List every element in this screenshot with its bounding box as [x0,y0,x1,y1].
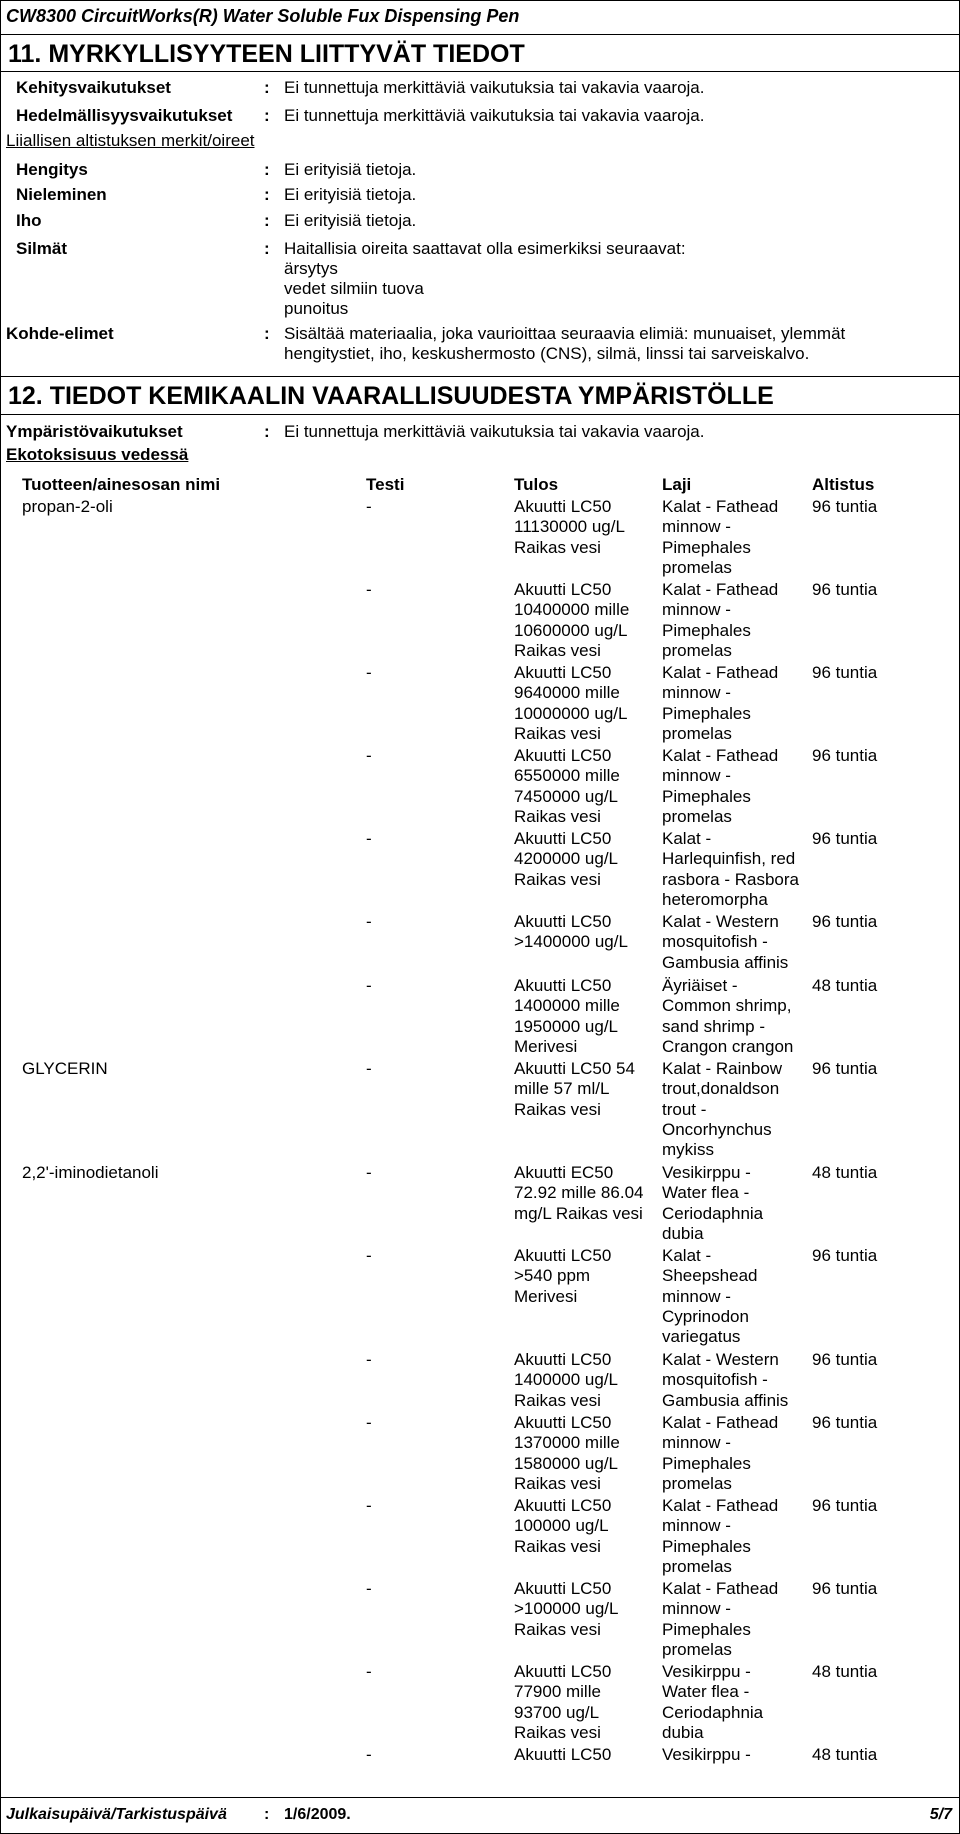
test-value: - [366,746,372,765]
result-value: Akuutti LC50 6550000 mille 7450000 ug/L Raikas vesi [514,746,620,826]
species-value: Kalat - Fathead minnow - Pimephales promelas [662,497,779,577]
inhalation-label: Hengitys [16,160,88,179]
col-header-result: Tulos [514,475,559,494]
page-number: 5/7 [929,1806,952,1823]
species-value: Vesikirppu - Water flea - Ceriodaphnia dubia [662,1163,764,1243]
exposure-value: 96 tuntia [812,829,878,848]
species-value: Kalat - Fathead minnow - Pimephales promelas [662,580,779,660]
result-value: Akuutti LC50 >100000 ug/L Raikas vesi [514,1579,619,1639]
test-value: - [366,580,372,599]
exposure-value: 96 tuntia [812,1496,878,1515]
section-12-heading: 12. TIEDOT KEMIKAALIN VAARALLISUUDESTA YMPÄRISTÖLLE [8,382,774,410]
exposure-value: 96 tuntia [812,1246,878,1265]
col-header-test: Testi [366,475,405,494]
result-value: Akuutti LC50 1400000 ug/L Raikas vesi [514,1350,618,1410]
exposure-value: 48 tuntia [812,976,878,995]
test-value: - [366,1413,372,1432]
result-value: Akuutti LC50 >540 ppm Merivesi [514,1246,612,1306]
env-effects-value: : Ei tunnettuja merkittäviä vaikutuksia tai vakavia vaaroja. [264,422,705,441]
species-value: Kalat - Fathead minnow - Pimephales promelas [662,1413,779,1493]
result-value: Akuutti LC50 4200000 ug/L Raikas vesi [514,829,618,889]
eyes-label: Silmät [16,239,68,258]
fertility-effects-label: Hedelmällisyysvaikutukset [16,106,233,125]
exposure-value: 48 tuntia [812,1662,878,1681]
target-organs-value [284,324,845,364]
col-header-species: Laji [662,475,692,494]
species-value: Kalat - Sheepshead minnow - Cyprinodon variegatus [662,1246,758,1347]
env-effects-label: Ympäristövaikutukset [6,422,183,441]
eyes-colon: : [264,239,270,258]
test-value: - [366,1662,372,1681]
exposure-value: 48 tuntia [812,1163,878,1182]
species-value: Kalat - Rainbow trout,donaldson trout - Oncorhynchus mykiss [662,1059,783,1160]
result-value: Akuutti LC50 10400000 mille 10600000 ug/L Raikas vesi [514,580,630,660]
result-value: Akuutti LC50 11130000 ug/L Raikas vesi [514,497,625,557]
divider [0,376,960,377]
species-value: Kalat - Fathead minnow - Pimephales promelas [662,1579,779,1659]
skin-label: Iho [16,211,42,230]
fertility-effects-value: : Ei tunnettuja merkittäviä vaikutuksia tai vakavia vaaroja. [264,106,705,125]
exposure-value: 48 tuntia [812,1745,878,1764]
test-value: - [366,912,372,931]
species-value: Kalat - Fathead minnow - Pimephales promelas [662,1496,779,1576]
exposure-value: 96 tuntia [812,1059,878,1078]
skin-value: : Ei erityisiä tietoja. [264,211,417,230]
aquatic-ecotoxicity-subheading: Ekotoksisuus vedessä [6,445,189,464]
footer-date-label: Julkaisupäivä/Tarkistuspäivä [6,1806,227,1823]
target-organs-line: hengitystiet, iho, keskushermosto (CNS), silmä, linssi tai sarveiskalvo. [284,344,810,363]
substance-name: 2,2'-iminodietanoli [22,1163,159,1182]
species-value: Vesikirppu - [662,1745,751,1764]
eyes-line: Haitallisia oireita saattavat olla esimerkiksi seuraavat: [284,239,686,258]
target-organs-colon: : [264,324,270,343]
result-value: Akuutti LC50 1400000 mille 1950000 ug/L Merivesi [514,976,620,1056]
test-value: - [366,1059,372,1078]
inhalation-value: : Ei erityisiä tietoja. [264,160,417,179]
test-value: - [366,1745,372,1764]
exposure-value: 96 tuntia [812,1413,878,1432]
species-value: Kalat - Harlequinfish, red rasbora - Rasbora heteromorpha [662,829,800,909]
divider [0,414,960,415]
test-value: - [366,1163,372,1182]
test-value: - [366,663,372,682]
species-value: Kalat - Fathead minnow - Pimephales promelas [662,663,779,743]
section-11-heading: 11. MYRKYLLISYYTEEN LIITTYVÄT TIEDOT [8,40,525,68]
exposure-value: 96 tuntia [812,1350,878,1369]
species-value: Kalat - Western mosquitofish - Gambusia affinis [662,912,789,972]
divider [0,34,960,35]
species-value: Kalat - Western mosquitofish - Gambusia affinis [662,1350,789,1410]
footer-date-value: : 1/6/2009. [264,1806,351,1823]
result-value: Akuutti EC50 72.92 mille 86.04 mg/L Raikas vesi [514,1163,644,1223]
result-value: Akuutti LC50 [514,1745,612,1764]
eyes-symptoms [284,239,686,319]
species-value: Vesikirppu - Water flea - Ceriodaphnia dubia [662,1662,764,1742]
target-organs-line: Sisältää materiaalia, joka vaurioittaa seuraavia elimiä: munuaiset, ylemmät [284,324,846,343]
eyes-line: ärsytys [284,259,338,278]
result-value: Akuutti LC50 100000 ug/L Raikas vesi [514,1496,612,1556]
result-value: Akuutti LC50 9640000 mille 10000000 ug/L Raikas vesi [514,663,628,743]
result-value: Akuutti LC50 77900 mille 93700 ug/L Raikas vesi [514,1662,612,1742]
test-value: - [366,1246,372,1265]
test-value: - [366,976,372,995]
ingestion-value: : Ei erityisiä tietoja. [264,185,417,204]
species-value: Äyriäiset - Common shrimp, sand shrimp - Crangon crangon [662,976,794,1056]
species-value: Kalat - Fathead minnow - Pimephales promelas [662,746,779,826]
substance-name: GLYCERIN [22,1059,108,1078]
document-title: CW8300 CircuitWorks(R) Water Soluble Fux Dispensing Pen [6,6,520,26]
exposure-value: 96 tuntia [812,580,878,599]
exposure-value: 96 tuntia [812,746,878,765]
divider [0,1797,960,1798]
result-value: Akuutti LC50 54 mille 57 ml/L Raikas vesi [514,1059,635,1119]
test-value: - [366,829,372,848]
ingestion-label: Nieleminen [16,185,107,204]
test-value: - [366,1350,372,1369]
development-effects-label: Kehitysvaikutukset [16,78,171,97]
test-value: - [366,1496,372,1515]
exposure-value: 96 tuntia [812,1579,878,1598]
col-header-exposure: Altistus [812,475,875,494]
result-value: Akuutti LC50 >1400000 ug/L [514,912,628,952]
exposure-value: 96 tuntia [812,497,878,516]
target-organs-label: Kohde-elimet [6,324,114,343]
eyes-line: vedet silmiin tuova [284,279,424,298]
development-effects-value: : Ei tunnettuja merkittäviä vaikutuksia tai vakavia vaaroja. [264,78,705,97]
exposure-value: 96 tuntia [812,663,878,682]
result-value: Akuutti LC50 1370000 mille 1580000 ug/L Raikas vesi [514,1413,620,1493]
substance-name: propan-2-oli [22,497,113,516]
test-value: - [366,497,372,516]
divider [0,71,960,72]
eyes-line: punoitus [284,299,349,318]
exposure-value: 96 tuntia [812,912,878,931]
overexposure-subheading: Liiallisen altistuksen merkit/oireet [6,131,255,150]
test-value: - [366,1579,372,1598]
col-header-name: Tuotteen/ainesosan nimi [22,475,221,494]
